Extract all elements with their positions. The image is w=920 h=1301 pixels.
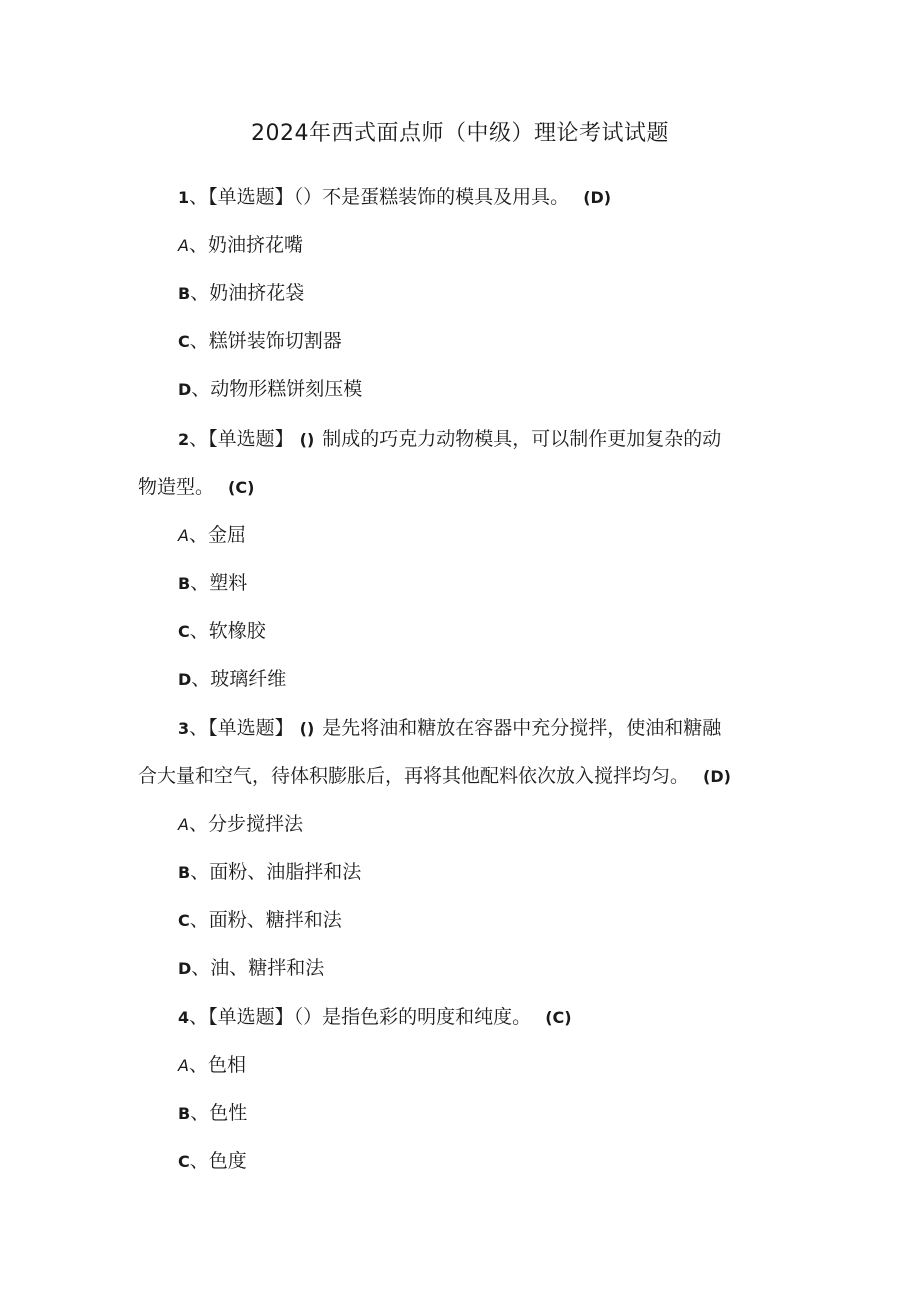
option-text: 、色相	[188, 1054, 246, 1076]
option-a	[178, 1053, 246, 1078]
question-type: 【单选题】	[208, 717, 294, 739]
option-letter: A	[178, 526, 189, 545]
option-letter: D	[178, 959, 192, 978]
option-letter: C	[178, 332, 190, 351]
option-a	[178, 523, 246, 548]
option-letter: D	[178, 670, 192, 689]
question-2-continued	[138, 475, 254, 500]
question-3-continued	[138, 764, 731, 789]
option-d	[178, 667, 286, 692]
question-text-continued: 合大量和空气，待体积膨胀后，再将其他配料依次放入搅拌均匀。	[138, 765, 690, 787]
option-text: 、面粉、油脂拌和法	[190, 861, 362, 883]
question-separator: 、	[189, 717, 209, 739]
question-number: 1	[178, 188, 190, 207]
question-blank: ()	[299, 430, 315, 449]
option-b	[178, 281, 304, 306]
question-type: 【单选题】	[208, 1006, 294, 1028]
option-letter: B	[178, 863, 191, 882]
option-text: 、糕饼装饰切割器	[189, 330, 342, 352]
option-letter: C	[178, 911, 190, 930]
option-text: 、奶油挤花袋	[190, 282, 305, 304]
option-letter: B	[178, 574, 191, 593]
option-text: 、塑料	[190, 572, 248, 594]
option-text: 、金屈	[188, 524, 246, 546]
question-separator: 、	[189, 186, 209, 208]
option-text: 、奶油挤花嘴	[188, 234, 303, 256]
option-c	[178, 619, 266, 644]
question-answer: (D)	[583, 188, 612, 207]
question-separator: 、	[189, 1006, 209, 1028]
question-text: （）是指色彩的明度和纯度。	[293, 1006, 532, 1028]
option-letter: A	[178, 236, 189, 255]
option-letter: B	[178, 284, 191, 303]
option-a	[178, 812, 303, 837]
question-type: 【单选题】	[208, 186, 294, 208]
option-text: 、软橡胶	[189, 620, 266, 642]
question-answer: (D)	[703, 767, 731, 786]
option-a	[178, 233, 303, 258]
question-answer: (C)	[545, 1008, 572, 1027]
option-letter: C	[178, 1152, 190, 1171]
option-text: 、玻璃纤维	[191, 668, 287, 690]
question-separator: 、	[189, 428, 209, 450]
option-letter: A	[178, 1056, 189, 1075]
question-text: 是先将油和糖放在容器中充分搅拌，使油和糖融	[322, 717, 722, 739]
option-d	[178, 956, 324, 981]
option-c	[178, 329, 342, 354]
question-text: 制成的巧克力动物模具，可以制作更加复杂的动	[322, 428, 722, 450]
option-c	[178, 908, 342, 933]
option-b	[178, 860, 361, 885]
option-text: 、油、糖拌和法	[191, 957, 325, 979]
question-2	[178, 427, 721, 452]
option-letter: C	[178, 622, 190, 641]
question-number: 2	[178, 430, 190, 449]
option-text: 、色度	[189, 1150, 247, 1172]
question-number: 4	[178, 1008, 190, 1027]
question-number: 3	[178, 719, 190, 738]
question-1	[178, 185, 611, 210]
document-title: 2024年西式面点师（中级）理论考试试题	[251, 121, 669, 146]
question-blank: ()	[299, 719, 315, 738]
question-type: 【单选题】	[208, 428, 294, 450]
question-answer: (C)	[228, 478, 255, 497]
option-c	[178, 1149, 247, 1174]
option-text: 、动物形糕饼刻压模	[191, 378, 363, 400]
question-3	[178, 716, 721, 741]
option-b	[178, 571, 247, 596]
question-text-continued: 物造型。	[138, 476, 215, 498]
option-letter: A	[178, 815, 189, 834]
option-text: 、面粉、糖拌和法	[189, 909, 342, 931]
option-letter: D	[178, 380, 192, 399]
question-text: （）不是蛋糕装饰的模具及用具。	[293, 186, 570, 208]
option-b	[178, 1101, 247, 1126]
option-text: 、分步搅拌法	[188, 813, 303, 835]
option-letter: B	[178, 1104, 191, 1123]
option-d	[178, 377, 362, 402]
option-text: 、色性	[190, 1102, 248, 1124]
question-4	[178, 1005, 572, 1030]
